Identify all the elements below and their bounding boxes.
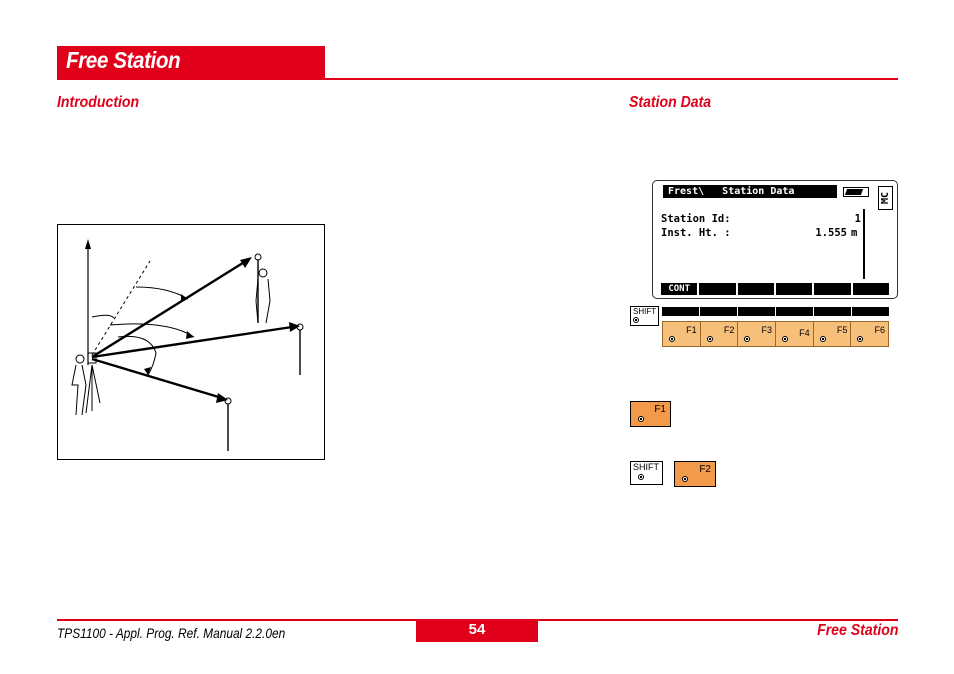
f4-key[interactable]: [776, 322, 814, 346]
shift-example-label: SHIFT: [633, 462, 659, 472]
f1-key-example[interactable]: [630, 401, 671, 427]
f5-key-label: F5: [836, 325, 848, 335]
f3-key-label: F3: [761, 325, 773, 335]
softkey-cont[interactable]: CONT: [661, 283, 697, 295]
softkey-indicator-bars: [662, 307, 889, 316]
page-number: 54: [416, 620, 538, 642]
softkey-5[interactable]: [814, 283, 850, 295]
free-station-illustration: [58, 225, 324, 459]
key-dot-icon: [820, 336, 826, 342]
footer-chapter-title: Free Station: [816, 622, 898, 639]
inst-ht-unit: m: [851, 227, 858, 239]
f2-key-label: F2: [723, 325, 735, 335]
key-dot-icon: [638, 474, 644, 480]
key-dot-icon: [707, 336, 713, 342]
f1-key[interactable]: [663, 322, 701, 346]
softkey-bar: [661, 283, 889, 295]
softkey-3[interactable]: [738, 283, 774, 295]
f1-key-label: F1: [686, 325, 697, 335]
manual-reference: TPS1100 - Appl. Prog. Ref. Manual 2.2.0en: [57, 625, 286, 641]
display-title: Frest\ Station Data: [663, 185, 837, 198]
mode-indicator: MC: [878, 186, 893, 210]
key-dot-icon: [633, 317, 639, 323]
shift-key-example[interactable]: [630, 461, 663, 485]
f2-example-label: F2: [699, 464, 711, 475]
f6-key[interactable]: [851, 322, 888, 346]
softkey-2[interactable]: [699, 283, 735, 295]
f2-key-example[interactable]: [674, 461, 716, 487]
station-id-value: 1: [854, 213, 861, 225]
shift-key[interactable]: [630, 306, 659, 326]
shift-key-label: SHIFT: [633, 307, 657, 316]
inst-ht-label: Inst. Ht. :: [661, 227, 731, 239]
f1-example-label: F1: [654, 404, 666, 415]
display-divider: [863, 209, 865, 279]
page-title: Free Station: [66, 47, 181, 73]
key-dot-icon: [638, 416, 644, 422]
softkey-4[interactable]: [776, 283, 812, 295]
f4-key-label: F4: [799, 328, 810, 338]
softkey-6[interactable]: [853, 283, 889, 295]
heading-introduction: Introduction: [57, 94, 140, 111]
free-station-diagram: [57, 224, 325, 460]
f5-key[interactable]: [814, 322, 852, 346]
f6-key-label: F6: [874, 325, 886, 335]
heading-station-data: Station Data: [629, 94, 712, 111]
f2-key[interactable]: [701, 322, 739, 346]
instrument-display: [652, 180, 898, 299]
f3-key[interactable]: [738, 322, 776, 346]
title-rule: [57, 78, 898, 80]
function-key-row: [662, 321, 889, 347]
key-dot-icon: [669, 336, 675, 342]
key-dot-icon: [857, 336, 863, 342]
key-dot-icon: [682, 476, 688, 482]
key-dot-icon: [744, 336, 750, 342]
inst-ht-value: 1.555: [815, 227, 847, 239]
station-id-label: Station Id:: [661, 213, 731, 225]
key-dot-icon: [782, 336, 788, 342]
battery-icon: [843, 187, 869, 197]
